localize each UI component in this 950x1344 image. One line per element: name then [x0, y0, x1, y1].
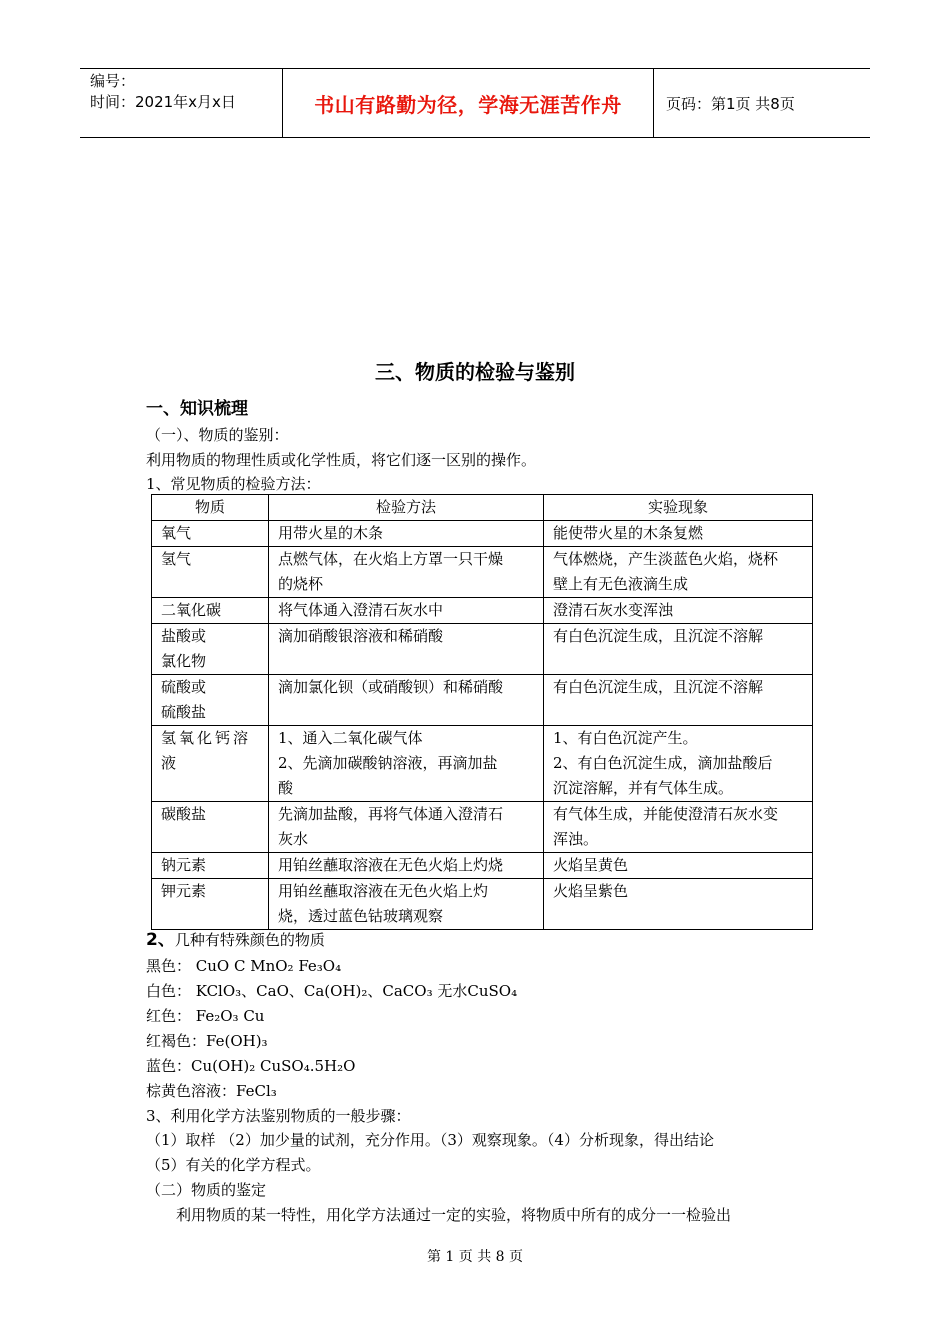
number-label: 编号：	[90, 72, 136, 90]
table-header-cell: 物质	[152, 495, 269, 521]
table-cell-method	[269, 675, 544, 726]
color-black-line: 黑色： CuO C MnO₂ Fe₃O₄	[146, 957, 342, 975]
table-cell-phenomenon	[544, 675, 813, 726]
cell-line: 用铂丝蘸取溶液在无色火焰上灼	[278, 882, 489, 900]
page-footer: 第 1 页 共 8 页	[426, 1249, 524, 1265]
cell-line: 用带火星的木条	[278, 524, 384, 542]
table-cell-method	[269, 853, 544, 879]
cell-line: 1、通入二氧化碳气体	[278, 729, 423, 747]
cell-line: 沉淀溶解，并有气体生成。	[553, 779, 734, 797]
cell-line: 灰水	[278, 830, 309, 848]
cell-line: 硫酸或	[161, 678, 207, 696]
table-cell-phenomenon	[544, 624, 813, 675]
table-row	[152, 675, 813, 726]
page-header	[80, 68, 870, 138]
table-row	[152, 521, 813, 547]
cell-line: 钾元素	[161, 882, 207, 900]
cell-line: 滴加氯化钡（或硝酸钡）和稀硝酸	[278, 678, 504, 696]
table-cell-substance	[152, 879, 269, 930]
cell-line: 壁上有无色液滴生成	[553, 575, 689, 593]
cell-line: 的烧杯	[278, 575, 324, 593]
table-cell-substance	[152, 675, 269, 726]
cell-line: 火焰呈黄色	[553, 856, 629, 874]
table-header-row	[152, 495, 813, 521]
cell-line: 氧气	[161, 524, 192, 542]
cell-line: 烧，透过蓝色钴玻璃观察	[278, 907, 444, 925]
cell-line: 气体燃烧，产生淡蓝色火焰，烧杯	[553, 550, 779, 568]
cell-line: 1、有白色沉淀产生。	[553, 729, 698, 747]
cell-line: 用铂丝蘸取溶液在无色火焰上灼烧	[278, 856, 504, 874]
cell-line: 酸	[278, 779, 294, 797]
cell-line: 二氧化碳	[161, 601, 222, 619]
steps-line-1: （1）取样 （2）加少量的试剂，充分作用。（3）观察现象。（4）分析现象，得出结论	[146, 1131, 714, 1149]
color-red-line: 红色： Fe₂O₃ Cu	[146, 1007, 265, 1025]
section-heading-knowledge: 一、知识梳理	[146, 399, 248, 419]
table-cell-method	[269, 624, 544, 675]
table-cell-substance	[152, 726, 269, 802]
cell-line: 浑浊。	[553, 830, 599, 848]
cell-line: 钠元素	[161, 856, 207, 874]
cell-line: 硫酸盐	[161, 703, 207, 721]
table-cell-substance	[152, 853, 269, 879]
table-header-cell: 检验方法	[269, 495, 544, 521]
cell-line: 有气体生成，并能使澄清石灰水变	[553, 805, 779, 823]
color-yellowbrown-line: 棕黄色溶液：FeCl₃	[146, 1082, 277, 1100]
identification-definition: 利用物质的物理性质或化学性质，将它们逐一区别的操作。	[146, 451, 537, 469]
colors-heading-text: 几种有特殊颜色的物质	[174, 931, 325, 949]
table-cell-method	[269, 726, 544, 802]
header-left-cell	[80, 69, 282, 137]
header-motto-cell	[282, 69, 654, 137]
table-cell-substance	[152, 802, 269, 853]
table-cell-phenomenon	[544, 598, 813, 624]
cell-line: 盐酸或	[161, 627, 207, 645]
table-cell-method	[269, 521, 544, 547]
cell-line: 有白色沉淀生成，且沉淀不溶解	[553, 678, 764, 696]
table-cell-phenomenon	[544, 521, 813, 547]
document-title: 三、物质的检验与鉴别	[375, 360, 575, 384]
colors-heading-number: 2、	[146, 930, 175, 950]
time-label: 时间：2021年x月x日	[90, 93, 236, 111]
table-cell-phenomenon	[544, 802, 813, 853]
colors-heading	[146, 929, 325, 951]
cell-line: 先滴加盐酸，再将气体通入澄清石	[278, 805, 504, 823]
table-cell-phenomenon	[544, 853, 813, 879]
steps-line-2: （5）有关的化学方程式。	[146, 1156, 321, 1174]
cell-line: 滴加硝酸银溶液和稀硝酸	[278, 627, 444, 645]
table-header-cell: 实验现象	[544, 495, 813, 521]
color-redbrown-line: 红褐色：Fe(OH)₃	[146, 1032, 268, 1050]
table-row	[152, 624, 813, 675]
determination-text: 利用物质的某一特性，用化学方法通过一定的实验，将物质中所有的成分一一检验出	[176, 1206, 732, 1224]
cell-line: 氯化物	[161, 652, 207, 670]
subsection-determination: （二）物质的鉴定	[146, 1181, 267, 1199]
motto-text: 书山有路勤为径，学海无涯苦作舟	[314, 92, 622, 117]
cell-line: 将气体通入澄清石灰水中	[278, 601, 444, 619]
cell-line: 点燃气体，在火焰上方罩一只干燥	[278, 550, 504, 568]
table-row	[152, 547, 813, 598]
table-row	[152, 879, 813, 930]
table-row	[152, 726, 813, 802]
header-page-cell	[654, 69, 870, 137]
cell-line: 澄清石灰水变浑浊	[553, 601, 674, 619]
table-cell-substance	[152, 547, 269, 598]
table-cell-method	[269, 598, 544, 624]
table-cell-substance	[152, 598, 269, 624]
cell-line: 碳酸盐	[161, 805, 207, 823]
table-cell-phenomenon	[544, 547, 813, 598]
tests-table	[151, 494, 813, 930]
page-info: 页码：第1页 共8页	[666, 94, 795, 113]
table-row	[152, 598, 813, 624]
cell-line: 2、先滴加碳酸钠溶液，再滴加盐	[278, 754, 498, 772]
table-cell-substance	[152, 624, 269, 675]
table-row	[152, 802, 813, 853]
cell-line: 能使带火星的木条复燃	[553, 524, 704, 542]
subsection-identification: （一）、物质的鉴别：	[146, 426, 289, 444]
cell-line: 火焰呈紫色	[553, 882, 629, 900]
steps-heading: 3、利用化学方法鉴别物质的一般步骤：	[146, 1107, 411, 1125]
table-cell-phenomenon	[544, 879, 813, 930]
cell-line: 氢气	[161, 550, 192, 568]
cell-line: 氢氧化钙溶	[161, 729, 252, 747]
cell-line: 2、有白色沉淀生成，滴加盐酸后	[553, 754, 773, 772]
table-cell-phenomenon	[544, 726, 813, 802]
item-common-tests: 1、常见物质的检验方法：	[146, 475, 321, 493]
table-cell-method	[269, 802, 544, 853]
table-body	[152, 521, 813, 930]
cell-line: 有白色沉淀生成，且沉淀不溶解	[553, 627, 764, 645]
table-row	[152, 853, 813, 879]
table-cell-method	[269, 547, 544, 598]
cell-line: 液	[161, 754, 177, 772]
color-blue-line: 蓝色：Cu(OH)₂ CuSO₄.5H₂O	[146, 1057, 356, 1075]
table-cell-substance	[152, 521, 269, 547]
color-white-line: 白色： KClO₃、CaO、Ca(OH)₂、CaCO₃ 无水CuSO₄	[146, 982, 518, 1000]
table-cell-method	[269, 879, 544, 930]
